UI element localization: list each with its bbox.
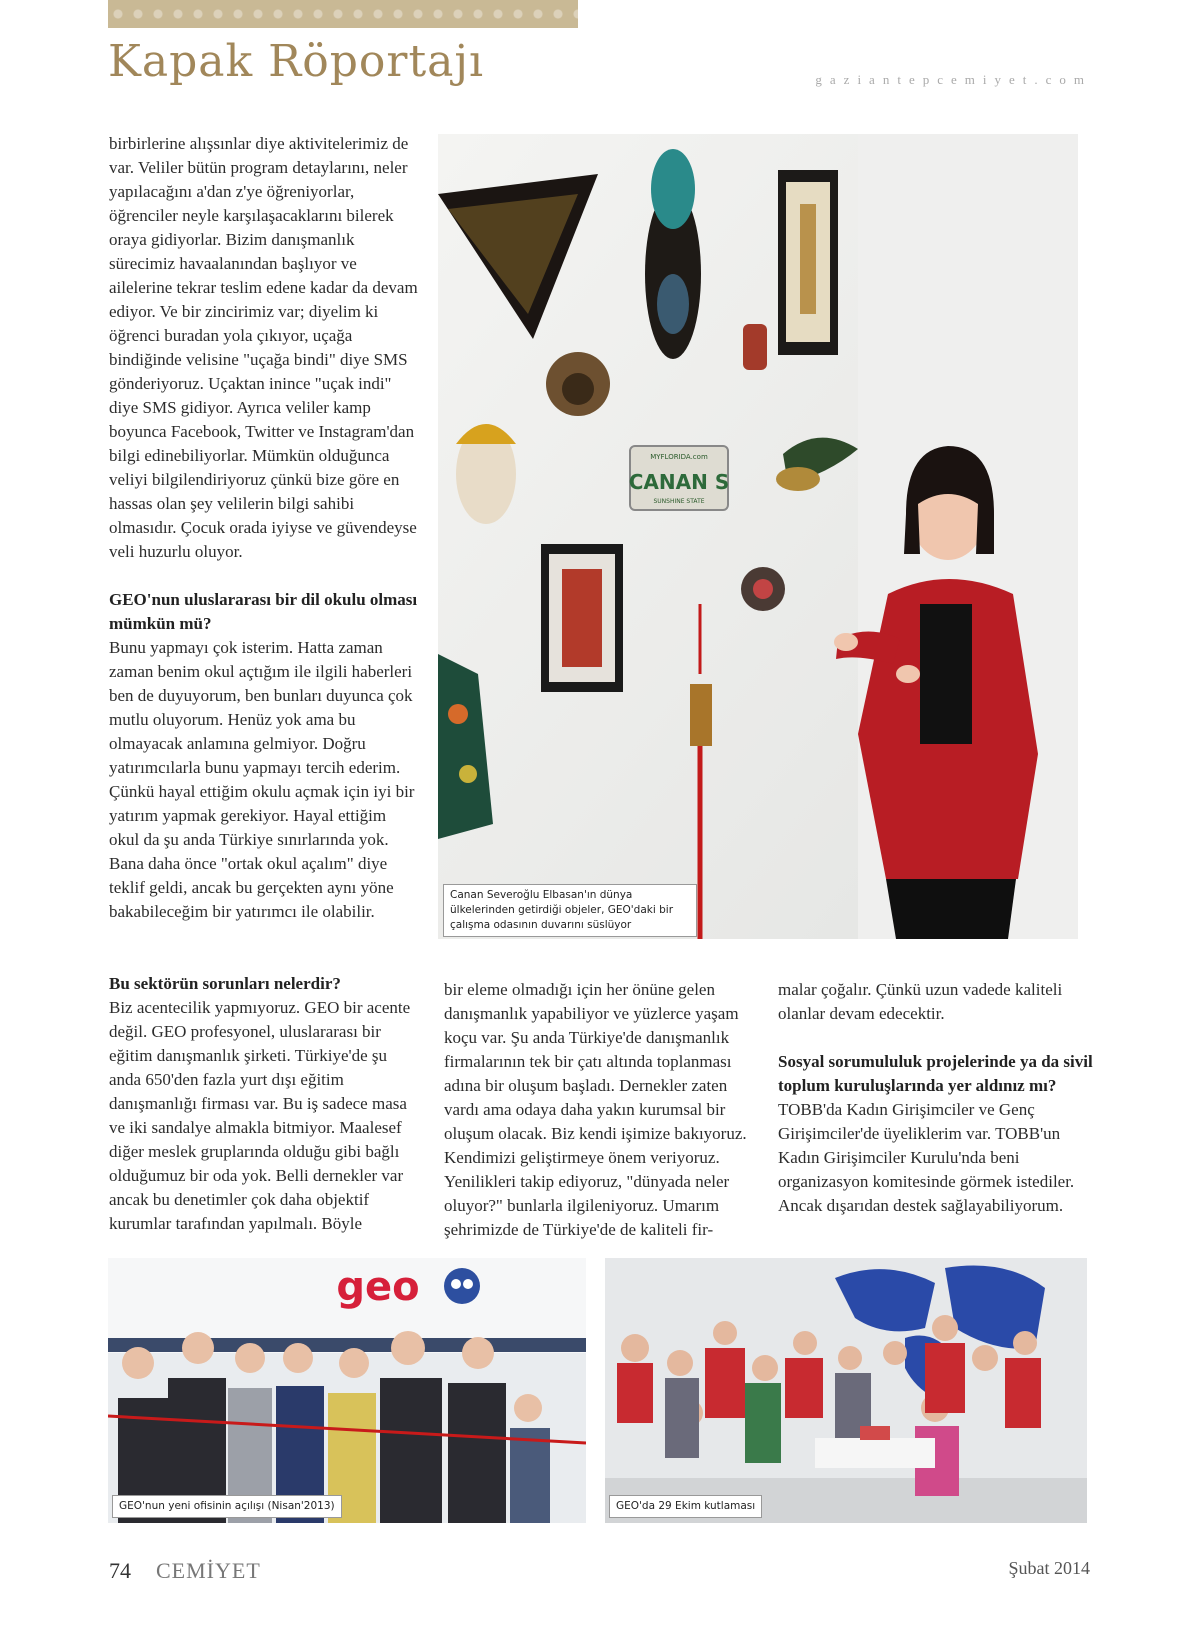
magazine-name: CEMİYET <box>156 1558 261 1583</box>
opening-photo-illustration <box>108 1258 586 1523</box>
article-paragraph: Bunu yapmayı çok isterim. Hatta zaman zaman benim okul açtığım ile ilgili haberleri ben de duyuyorum, ben bunları duyunca çok mutlu oluyorum. Henüz yok ama bu olmayacak anlamına gelmiyor. Doğru yatırımcılarla bunu yapmayı tercih ederim. Çünkü hayal ettiğim okulu açmak için iyi bir yatırım yapmak gerekiyor. Hayal ettiğim okul da şu anda Türkiye sınırlarında yok. Bana daha önce "ortak okul açalım" diye teklif geldi, ancak bu gerçekten aynı yöne bakabileceğim bir yatırımcı ile olabilir. <box>109 638 415 921</box>
main-photo-caption: Canan Severoğlu Elbasan'ın dünya ülkelerinden getirdiği objeler, GEO'daki bir çalışma odasının duvarını süslüyor <box>443 884 697 937</box>
celebration-photo-illustration <box>605 1258 1087 1523</box>
plate-top-text: MYFLORIDA.com <box>650 453 708 461</box>
article-column-1 <box>109 132 419 948</box>
opening-photo-caption: GEO'nun yeni ofisinin açılışı (Nisan'2013) <box>112 1495 342 1518</box>
celebration-photo-caption: GEO'da 29 Ekim kutlaması <box>609 1495 762 1518</box>
opening-photo <box>108 1258 586 1523</box>
article-paragraph: bir eleme olmadığı için her önüne gelen danışmanlık yapabiliyor ve yüzlerce yaşam koçu var. Şu anda Türkiye'de danışmanlık firmalarının tek bir çatı altında toplanması adına bir oluşum başladı. Dernekler zaten vardı ama odaya daha yakın kurumsal bir oluşum olacak. Biz kendi işimize bakıyoruz. Kendimizi geliştirmeye önem veriyoruz. Yenilikleri takip ediyoruz, "dünyada neler oluyor?" bunlarla ilgileniyoruz. Umarım şehrimizde de Türkiye'de de kaliteli fir- <box>444 980 747 1239</box>
article-paragraph: Biz acentecilik yapmıyoruz. GEO bir acente değil. GEO profesyonel, uluslararası bir eğitim danışmanlık şirketi. Türkiye'de şu anda 650'den fazla yurt dışı eğitim danışmanlığı firması var. Bu iş sadece masa ve iki sandalye almakla bitmiyor. Maalesef diğer meslek gruplarında olduğu gibi bağlı olduğumuz bir oda yok. Belli dernekler var ancak bu denetimler çok daha objektif kurumlar tarafından yapılmalı. Böyle <box>109 998 411 1233</box>
page-number: 74 <box>109 1558 131 1583</box>
question-heading: GEO'nun uluslararası bir dil okulu olması mümkün mü? <box>109 590 418 633</box>
plate-bottom-text: SUNSHINE STATE <box>653 498 705 505</box>
section-title: Kapak Röportajı <box>108 36 485 87</box>
article-column-1-lower <box>109 972 419 1260</box>
question-heading: Bu sektörün sorunları nelerdir? <box>109 974 341 993</box>
plate-main-text: CANAN S <box>628 470 730 494</box>
website-url[interactable]: gaziantepcemiyet.com <box>815 72 1092 87</box>
article-paragraph: TOBB'da Kadın Girişimciler ve Genç Girişimciler'de üyeliklerim var. TOBB'un Kadın Girişimciler Kurulu'nda beni organizasyon komitesinde görmek istediler. Ancak dışarıdan destek sağlayabiliyorum. <box>778 1100 1075 1215</box>
issue-date: Şubat 2014 <box>1008 1558 1090 1578</box>
article-paragraph: malar çoğalır. Çünkü uzun vadede kaliteli olanlar devam edecektir. <box>778 980 1063 1023</box>
opening-sign-text: geo <box>336 1264 420 1310</box>
celebration-photo <box>605 1258 1087 1523</box>
main-photo <box>438 134 1078 939</box>
article-column-2 <box>444 978 759 1266</box>
decorative-header-band <box>108 0 578 28</box>
main-photo-illustration <box>438 134 1078 939</box>
article-column-3 <box>778 978 1096 1242</box>
question-heading: Sosyal sorumululuk projelerinde ya da sivil toplum kuruluşlarında yer aldınız mı? <box>778 1052 1093 1095</box>
article-paragraph: birbirlerine alışsınlar diye aktivitelerimiz de var. Veliler bütün program detaylarını, neler yapılacağını a'dan z'ye öğreniyorlar, öğrenciler neyle karşılaşacaklarını bilerek oraya gidiyorlar. Bizim danışmanlık sürecimiz havaalanından başlıyor ve ailelerine tekrar teslim edene kadar da devam ediyor. Ve bir zincirimiz var; diyelim ki öğrenci buradan yola çıkıyor, uçağa bindiğinde velisine "uçağa bindi" diye SMS gönderiyoruz. Uçaktan inince "uçak indi" diye SMS gidiyor. Ayrıca veliler kamp boyunca Facebook, Twitter ve Instagram'dan bilgi edinebiliyorlar. Mümkün olduğunca veliyi bilgilendiriyoruz çünkü bize göre en hassas olan şey velilerin bilgi sahibi olmasıdır. Çocuk orada iyiyse ve güvendeyse veli huzurlu oluyor. <box>109 134 418 561</box>
